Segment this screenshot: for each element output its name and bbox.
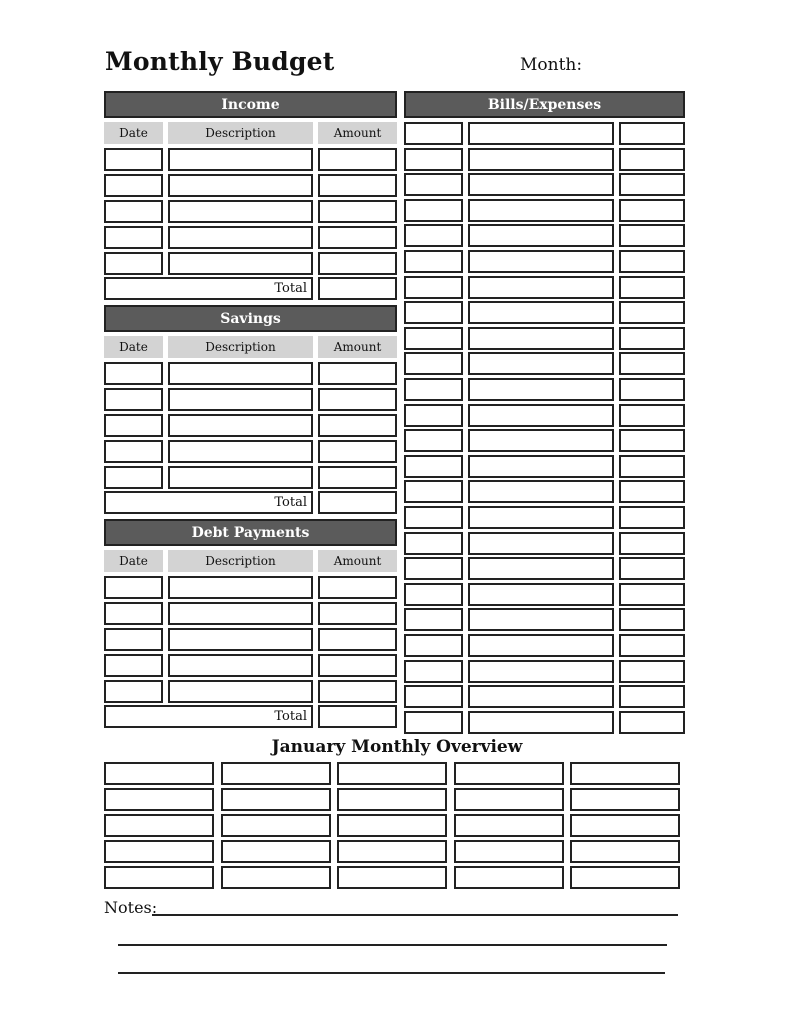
debt-description-field[interactable] — [168, 680, 313, 703]
bills-amount-field[interactable] — [619, 250, 685, 273]
debt-description-field[interactable] — [168, 628, 313, 651]
debt-col-description: Description — [168, 550, 313, 572]
savings-date-field[interactable] — [104, 466, 163, 489]
savings-date-field[interactable] — [104, 362, 163, 385]
savings-col-amount: Amount — [318, 336, 397, 358]
bills-amount-field[interactable] — [619, 327, 685, 350]
overview-cell[interactable] — [104, 866, 214, 889]
overview-title: January Monthly Overview — [271, 737, 523, 757]
savings-date-field[interactable] — [104, 414, 163, 437]
bills-date-field[interactable] — [404, 429, 463, 452]
bills-date-field[interactable] — [404, 122, 463, 145]
bills-date-field[interactable] — [404, 608, 463, 631]
debt-amount-field[interactable] — [318, 680, 397, 703]
bills-description-field[interactable] — [468, 608, 614, 631]
savings-description-field[interactable] — [168, 414, 313, 437]
debt-amount-field[interactable] — [318, 602, 397, 625]
income-total-amount-field[interactable] — [318, 277, 397, 300]
bills-amount-field[interactable] — [619, 148, 685, 171]
bills-description-field[interactable] — [468, 583, 614, 606]
income-col-description: Description — [168, 122, 313, 144]
bills-date-field[interactable] — [404, 404, 463, 427]
debt-col-amount: Amount — [318, 550, 397, 572]
bills-amount-field[interactable] — [619, 378, 685, 401]
savings-total-amount-field[interactable] — [318, 491, 397, 514]
overview-cell[interactable] — [454, 840, 564, 863]
bills-date-field[interactable] — [404, 301, 463, 324]
bills-amount-field[interactable] — [619, 685, 685, 708]
income-total-label: Total — [274, 281, 307, 296]
overview-cell[interactable] — [221, 814, 331, 837]
overview-cell[interactable] — [104, 788, 214, 811]
bills-date-field[interactable] — [404, 378, 463, 401]
debt-date-field[interactable] — [104, 680, 163, 703]
overview-cell[interactable] — [221, 840, 331, 863]
bills-date-field[interactable] — [404, 327, 463, 350]
bills-date-field[interactable] — [404, 173, 463, 196]
bills-description-field[interactable] — [468, 660, 614, 683]
overview-cell[interactable] — [221, 866, 331, 889]
bills-description-field[interactable] — [468, 404, 614, 427]
notes-label: Notes: — [104, 898, 158, 917]
income-amount-field[interactable] — [318, 252, 397, 275]
overview-cell[interactable] — [337, 840, 447, 863]
bills-amount-field[interactable] — [619, 404, 685, 427]
overview-cell[interactable] — [454, 866, 564, 889]
bills-amount-field[interactable] — [619, 583, 685, 606]
bills-date-field[interactable] — [404, 276, 463, 299]
debt-total-label-cell — [104, 705, 313, 728]
bills-description-field[interactable] — [468, 378, 614, 401]
bills-date-field[interactable] — [404, 148, 463, 171]
bills-date-field[interactable] — [404, 224, 463, 247]
bills-date-field[interactable] — [404, 711, 463, 734]
overview-cell[interactable] — [221, 762, 331, 785]
debt-payments-header: Debt Payments — [104, 519, 397, 546]
bills-date-field[interactable] — [404, 480, 463, 503]
savings-total-label-cell — [104, 491, 313, 514]
page-title: Monthly Budget — [105, 47, 335, 76]
bills-description-field[interactable] — [468, 327, 614, 350]
overview-cell[interactable] — [337, 788, 447, 811]
bills-amount-field[interactable] — [619, 429, 685, 452]
bills-amount-field[interactable] — [619, 634, 685, 657]
bills-description-field[interactable] — [468, 480, 614, 503]
bills-description-field[interactable] — [468, 148, 614, 171]
bills-amount-field[interactable] — [619, 122, 685, 145]
savings-amount-field[interactable] — [318, 466, 397, 489]
bills-amount-field[interactable] — [619, 301, 685, 324]
overview-cell[interactable] — [570, 840, 680, 863]
overview-cell[interactable] — [454, 788, 564, 811]
bills-date-field[interactable] — [404, 634, 463, 657]
bills-date-field[interactable] — [404, 506, 463, 529]
savings-description-field[interactable] — [168, 388, 313, 411]
income-date-field[interactable] — [104, 226, 163, 249]
savings-col-date: Date — [104, 336, 163, 358]
bills-description-field[interactable] — [468, 506, 614, 529]
income-description-field[interactable] — [168, 252, 313, 275]
debt-description-field[interactable] — [168, 654, 313, 677]
bills-description-field[interactable] — [468, 352, 614, 375]
bills-description-field[interactable] — [468, 711, 614, 734]
income-description-field[interactable] — [168, 174, 313, 197]
overview-cell[interactable] — [221, 788, 331, 811]
overview-cell[interactable] — [570, 866, 680, 889]
income-amount-field[interactable] — [318, 148, 397, 171]
savings-amount-field[interactable] — [318, 440, 397, 463]
savings-description-field[interactable] — [168, 466, 313, 489]
bills-amount-field[interactable] — [619, 557, 685, 580]
bills-description-field[interactable] — [468, 455, 614, 478]
bills-date-field[interactable] — [404, 455, 463, 478]
overview-cell[interactable] — [454, 762, 564, 785]
debt-amount-field[interactable] — [318, 654, 397, 677]
overview-cell[interactable] — [570, 762, 680, 785]
savings-date-field[interactable] — [104, 388, 163, 411]
income-description-field[interactable] — [168, 200, 313, 223]
overview-cell[interactable] — [337, 762, 447, 785]
income-col-date: Date — [104, 122, 163, 144]
bills-date-field[interactable] — [404, 557, 463, 580]
income-description-field[interactable] — [168, 226, 313, 249]
debt-description-field[interactable] — [168, 576, 313, 599]
notes-line[interactable] — [152, 914, 678, 916]
bills-amount-field[interactable] — [619, 455, 685, 478]
savings-amount-field[interactable] — [318, 414, 397, 437]
bills-description-field[interactable] — [468, 250, 614, 273]
income-description-field[interactable] — [168, 148, 313, 171]
month-label: Month: — [520, 55, 583, 75]
bills-description-field[interactable] — [468, 685, 614, 708]
debt-total-amount-field[interactable] — [318, 705, 397, 728]
notes-line[interactable] — [118, 944, 667, 946]
bills-amount-field[interactable] — [619, 199, 685, 222]
income-col-amount: Amount — [318, 122, 397, 144]
bills-amount-field[interactable] — [619, 660, 685, 683]
income-total-label-cell — [104, 277, 313, 300]
overview-cell[interactable] — [570, 788, 680, 811]
bills-date-field[interactable] — [404, 685, 463, 708]
bills-description-field[interactable] — [468, 532, 614, 555]
overview-cell[interactable] — [104, 840, 214, 863]
savings-description-field[interactable] — [168, 362, 313, 385]
bills-date-field[interactable] — [404, 199, 463, 222]
savings-description-field[interactable] — [168, 440, 313, 463]
bills-amount-field[interactable] — [619, 711, 685, 734]
bills-amount-field[interactable] — [619, 480, 685, 503]
bills-date-field[interactable] — [404, 352, 463, 375]
income-date-field[interactable] — [104, 148, 163, 171]
bills-date-field[interactable] — [404, 583, 463, 606]
debt-date-field[interactable] — [104, 602, 163, 625]
bills-amount-field[interactable] — [619, 276, 685, 299]
bills-description-field[interactable] — [468, 122, 614, 145]
overview-cell[interactable] — [454, 814, 564, 837]
bills-amount-field[interactable] — [619, 608, 685, 631]
debt-total-label: Total — [274, 709, 307, 724]
income-date-field[interactable] — [104, 252, 163, 275]
income-date-field[interactable] — [104, 200, 163, 223]
bills-expenses-header: Bills/Expenses — [404, 91, 685, 118]
overview-cell[interactable] — [337, 866, 447, 889]
income-amount-field[interactable] — [318, 174, 397, 197]
debt-amount-field[interactable] — [318, 628, 397, 651]
bills-amount-field[interactable] — [619, 532, 685, 555]
notes-line[interactable] — [118, 972, 665, 974]
savings-amount-field[interactable] — [318, 362, 397, 385]
bills-description-field[interactable] — [468, 276, 614, 299]
bills-date-field[interactable] — [404, 660, 463, 683]
debt-date-field[interactable] — [104, 628, 163, 651]
bills-date-field[interactable] — [404, 532, 463, 555]
income-date-field[interactable] — [104, 174, 163, 197]
debt-amount-field[interactable] — [318, 576, 397, 599]
debt-description-field[interactable] — [168, 602, 313, 625]
bills-description-field[interactable] — [468, 173, 614, 196]
overview-cell[interactable] — [104, 762, 214, 785]
debt-date-field[interactable] — [104, 576, 163, 599]
bills-amount-field[interactable] — [619, 352, 685, 375]
debt-col-date: Date — [104, 550, 163, 572]
savings-amount-field[interactable] — [318, 388, 397, 411]
bills-amount-field[interactable] — [619, 506, 685, 529]
savings-date-field[interactable] — [104, 440, 163, 463]
bills-description-field[interactable] — [468, 224, 614, 247]
savings-header: Savings — [104, 305, 397, 332]
income-amount-field[interactable] — [318, 226, 397, 249]
bills-description-field[interactable] — [468, 429, 614, 452]
income-amount-field[interactable] — [318, 200, 397, 223]
income-header: Income — [104, 91, 397, 118]
bills-amount-field[interactable] — [619, 173, 685, 196]
bills-description-field[interactable] — [468, 557, 614, 580]
debt-date-field[interactable] — [104, 654, 163, 677]
bills-amount-field[interactable] — [619, 224, 685, 247]
overview-cell[interactable] — [570, 814, 680, 837]
savings-col-description: Description — [168, 336, 313, 358]
bills-description-field[interactable] — [468, 301, 614, 324]
bills-date-field[interactable] — [404, 250, 463, 273]
overview-cell[interactable] — [337, 814, 447, 837]
bills-description-field[interactable] — [468, 199, 614, 222]
overview-cell[interactable] — [104, 814, 214, 837]
savings-total-label: Total — [274, 495, 307, 510]
bills-description-field[interactable] — [468, 634, 614, 657]
